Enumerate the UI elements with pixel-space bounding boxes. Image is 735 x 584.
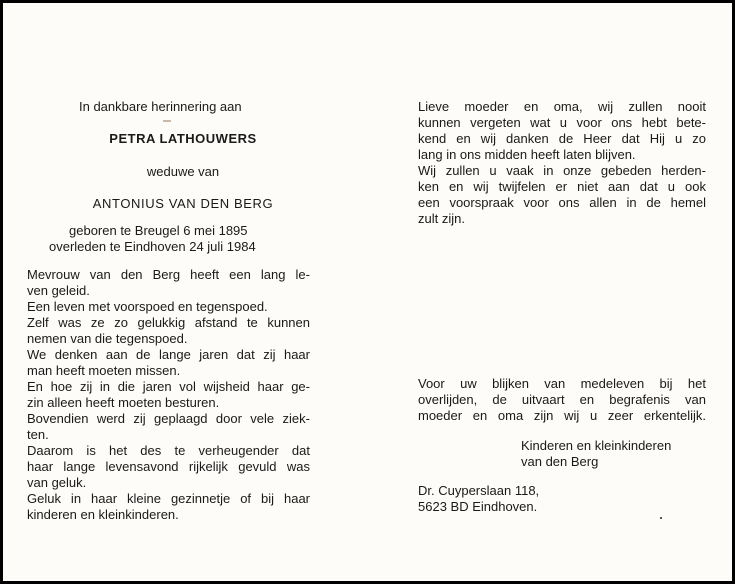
biography-line: haar lange levensavond rijkelijk gevuld was <box>27 459 310 474</box>
biography-line: ven geleid. <box>27 283 90 298</box>
signature-line: van den Berg <box>521 454 599 469</box>
biography-line: Een leven met voorspoed en tegenspoed. <box>27 299 268 314</box>
memorial-card <box>3 3 732 581</box>
signature-line: Kinderen en kleinkinderen <box>521 438 672 453</box>
intro-line: In dankbare herinnering aan <box>79 99 242 114</box>
husband-name: ANTONIUS VAN DEN BERG <box>92 196 274 211</box>
message-line: Lieve moeder en oma, wij zullen nooit <box>418 99 706 114</box>
message-line: ken en wij twijfelen er niet aan dat u ook <box>418 179 706 194</box>
ink-speck <box>163 120 171 122</box>
biography-line: ten. <box>27 427 49 442</box>
biography-line: En hoe zij in die jaren vol wijsheid haar ge- <box>27 379 310 394</box>
biography-line: We denken aan de lange jaren dat zij haar <box>27 347 310 362</box>
death-line: overleden te Eindhoven 24 juli 1984 <box>49 239 256 254</box>
biography-line: Mevrouw van den Berg heeft een lang le- <box>27 267 310 282</box>
message-line: lang in ons midden heeft laten blijven. <box>418 147 636 162</box>
farewell-message <box>418 99 706 227</box>
address-line: 5623 BD Eindhoven. <box>418 499 538 514</box>
ink-speck <box>660 517 662 519</box>
message-line: zult zijn. <box>418 211 465 226</box>
biography-line: Geluk in haar kleine gezinnetje of bij haar <box>27 491 310 506</box>
biography-line: Zelf was ze zo gelukkig afstand te kunnen <box>27 315 310 330</box>
thanks-message <box>418 376 706 424</box>
biography-text <box>27 267 310 523</box>
thanks-line: Voor uw blijken van medeleven bij het <box>418 376 706 391</box>
biography-line: kinderen en kleinkinderen. <box>27 507 179 522</box>
thanks-line: overlijden, de uitvaart en begrafenis van <box>418 392 706 407</box>
message-line: kunnen vergeten wat u voor ons hebt bete- <box>418 115 706 130</box>
address-line: Dr. Cuyperslaan 118, <box>418 483 540 498</box>
message-line: kend en wij danken de Heer dat Hij u zo <box>418 131 706 146</box>
biography-line: zin alleen heeft moeten besturen. <box>27 395 220 410</box>
message-line: Wij zullen u vaak in onze gebeden herden- <box>418 163 706 178</box>
widow-of-line: weduwe van <box>146 164 220 179</box>
deceased-name: PETRA LATHOUWERS <box>109 131 257 146</box>
address-block <box>418 483 539 515</box>
biography-line: Daarom is het des te verheugender dat <box>27 443 310 458</box>
birth-line: geboren te Breugel 6 mei 1895 <box>69 223 248 238</box>
thanks-line: moeder en oma zijn wij u zeer erkentelijk. <box>418 408 706 423</box>
signature-block <box>521 438 671 470</box>
biography-line: Bovendien werd zij geplaagd door vele ziek- <box>27 411 310 426</box>
biography-line: nemen van die tegenspoed. <box>27 331 188 346</box>
biography-line: van geluk. <box>27 475 87 490</box>
message-line: een voorspraak voor ons allen in de hemel <box>418 195 706 210</box>
biography-line: man heeft moeten missen. <box>27 363 181 378</box>
